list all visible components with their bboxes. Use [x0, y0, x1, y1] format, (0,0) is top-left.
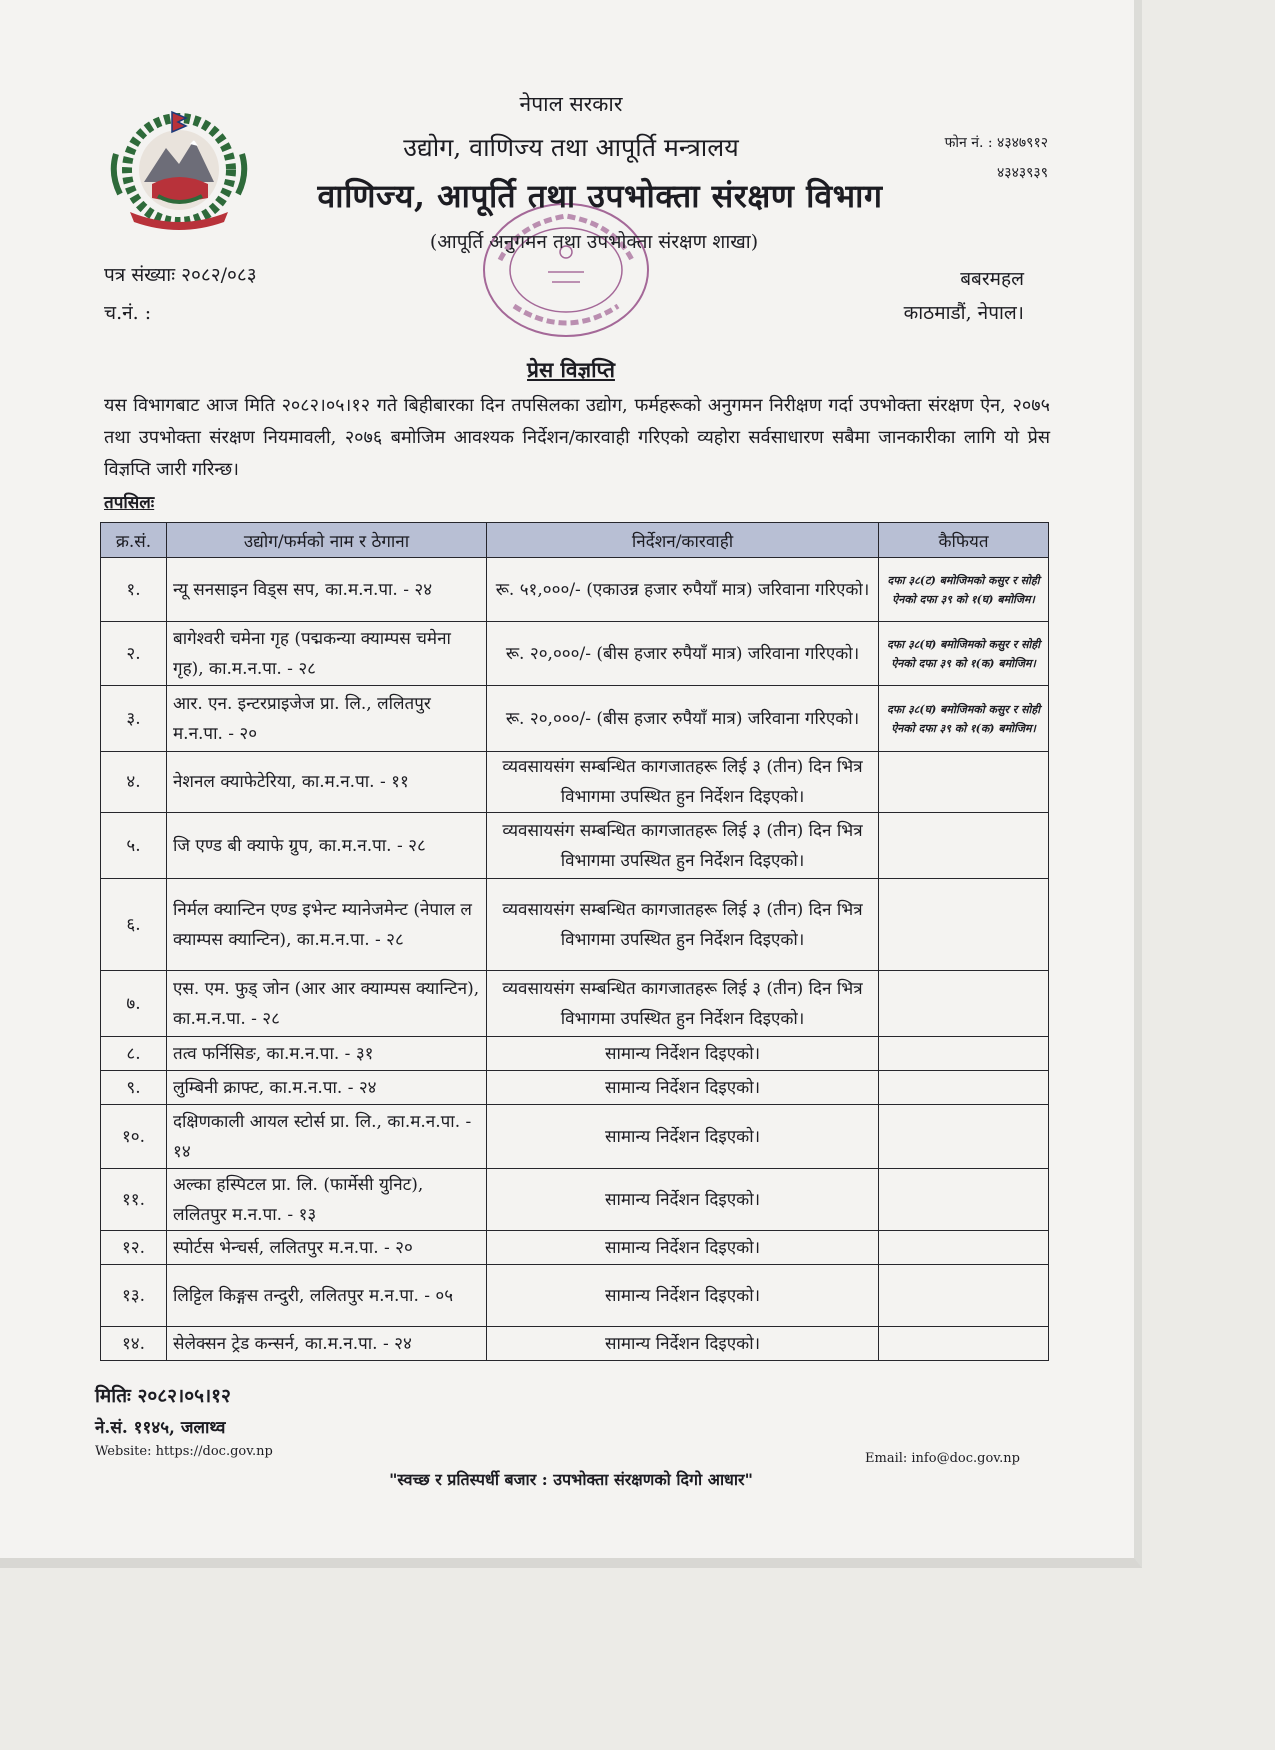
header-serial: क्र.सं.	[101, 523, 167, 558]
row-remark	[879, 1105, 1049, 1169]
row-remark	[879, 1265, 1049, 1327]
row-remark	[879, 1071, 1049, 1105]
row-action: रू. २०,०००/- (बीस हजार रुपैयाँ मात्र) जरिवाना गरिएको।	[487, 686, 879, 752]
department-name: वाणिज्य, आपूर्ति तथा उपभोक्ता संरक्षण विभाग	[317, 177, 883, 215]
inspection-table	[100, 522, 1049, 1361]
row-serial: ८.	[101, 1037, 167, 1071]
table-row	[101, 1169, 1049, 1231]
nepal-emblem-icon	[108, 104, 250, 238]
row-serial: ९.	[101, 1071, 167, 1105]
branch-name: (आपूर्ति अनुगमन तथा उपभोक्ता संरक्षण शाखा)	[429, 231, 759, 253]
row-action: सामान्य निर्देशन दिइएको।	[487, 1105, 879, 1169]
row-action: व्यवसायसंग सम्बन्धित कागजातहरू लिई ३ (तीन) दिन भित्र विभागमा उपस्थित हुन निर्देशन दिइएको।	[487, 752, 879, 813]
header-name: उद्योग/फर्मको नाम र ठेगाना	[167, 523, 487, 558]
table-row	[101, 1071, 1049, 1105]
schedule-label: तपसिलः	[104, 493, 155, 513]
department-stamp-icon	[478, 200, 654, 340]
issue-date: मितिः २०८२।०५।१२	[95, 1385, 231, 1407]
row-serial: १४.	[101, 1327, 167, 1361]
nepal-sambat-date: ने.सं. ११४५, जलाथ्व	[95, 1418, 226, 1438]
row-serial: ६.	[101, 879, 167, 971]
row-action: सामान्य निर्देशन दिइएको।	[487, 1265, 879, 1327]
row-firm-name: तत्व फर्निसिङ, का.म.न.पा. - ३१	[167, 1037, 487, 1071]
website-link[interactable]: Website: https://doc.gov.np	[95, 1444, 273, 1459]
table-row	[101, 558, 1049, 622]
table-row	[101, 622, 1049, 686]
ministry-name: उद्योग, वाणिज्य तथा आपूर्ति मन्त्रालय	[403, 133, 739, 162]
row-serial: १०.	[101, 1105, 167, 1169]
row-serial: १२.	[101, 1231, 167, 1265]
row-firm-name: सेलेक्सन ट्रेड कन्सर्न, का.म.न.पा. - २४	[167, 1327, 487, 1361]
row-action: सामान्य निर्देशन दिइएको।	[487, 1327, 879, 1361]
table-row	[101, 1231, 1049, 1265]
address-line-2: काठमाडौं, नेपाल।	[903, 302, 1024, 324]
row-remark: दफा ३८(घ) बमोजिमको कसुर र सोही ऐनको दफा ३९ को १(क) बमोजिम।	[879, 686, 1049, 752]
table-row	[101, 686, 1049, 752]
row-firm-name: बागेश्वरी चमेना गृह (पद्मकन्या क्याम्पस चमेना गृह), का.म.न.पा. - २८	[167, 622, 487, 686]
header-remark: कैफियत	[879, 523, 1049, 558]
row-firm-name: दक्षिणकाली आयल स्टोर्स प्रा. लि., का.म.न.पा. - १४	[167, 1105, 487, 1169]
slogan: "स्वच्छ र प्रतिस्पर्धी बजार : उपभोक्ता संरक्षणको दिगो आधार"	[389, 1470, 753, 1489]
row-serial: १३.	[101, 1265, 167, 1327]
row-remark	[879, 971, 1049, 1037]
header-action: निर्देशन/कारवाही	[487, 523, 879, 558]
row-firm-name: स्पोर्टस भेन्चर्स, ललितपुर म.न.पा. - २०	[167, 1231, 487, 1265]
intro-paragraph: यस विभागबाट आज मिति २०८२।०५।१२ गते बिहीबारका दिन तपसिलका उद्योग, फर्महरूको अनुगमन निरीक्षण गर्दा उपभोक्ता संरक्षण ऐन, २०७५ तथा उपभोक्ता संरक्षण नियमावली, २०७६ बमोजिम आवश्यक निर्देशन/कारवाही गरिएको व्यहोरा सर्वसाधारण सबैमा जानकारीका लागि यो प्रेस विज्ञप्ति जारी गरिन्छ।	[104, 395, 1050, 480]
row-action: व्यवसायसंग सम्बन्धित कागजातहरू लिई ३ (तीन) दिन भित्र विभागमा उपस्थित हुन निर्देशन दिइएको।	[487, 971, 879, 1037]
row-firm-name: अल्का हस्पिटल प्रा. लि. (फार्मेसी युनिट), ललितपुर म.न.पा. - १३	[167, 1169, 487, 1231]
row-action: सामान्य निर्देशन दिइएको।	[487, 1169, 879, 1231]
phone-number-2: ४३४३९३९	[997, 165, 1048, 181]
press-release-title-text: प्रेस विज्ञप्ति	[527, 357, 615, 382]
row-action: सामान्य निर्देशन दिइएको।	[487, 1037, 879, 1071]
email-link[interactable]: Email: info@doc.gov.np	[865, 1451, 1020, 1466]
row-action: व्यवसायसंग सम्बन्धित कागजातहरू लिई ३ (तीन) दिन भित्र विभागमा उपस्थित हुन निर्देशन दिइएको।	[487, 879, 879, 971]
row-action: सामान्य निर्देशन दिइएको।	[487, 1231, 879, 1265]
table-row	[101, 1105, 1049, 1169]
row-serial: २.	[101, 622, 167, 686]
row-action: रू. ५१,०००/- (एकाउन्न हजार रुपैयाँ मात्र) जरिवाना गरिएको।	[487, 558, 879, 622]
row-firm-name: लुम्बिनी क्राफ्ट, का.म.न.पा. - २४	[167, 1071, 487, 1105]
row-serial: ५.	[101, 813, 167, 879]
address-line-1: बबरमहल	[960, 268, 1024, 290]
table-row	[101, 752, 1049, 813]
row-action: रू. २०,०००/- (बीस हजार रुपैयाँ मात्र) जरिवाना गरिएको।	[487, 622, 879, 686]
row-serial: ७.	[101, 971, 167, 1037]
row-firm-name: निर्मल क्यान्टिन एण्ड इभेन्ट म्यानेजमेन्ट (नेपाल ल क्याम्पस क्यान्टिन), का.म.न.पा. - २८	[167, 879, 487, 971]
row-serial: ३.	[101, 686, 167, 752]
row-firm-name: आर. एन. इन्टरप्राइजेज प्रा. लि., ललितपुर म.न.पा. - २०	[167, 686, 487, 752]
row-firm-name: न्यू सनसाइन विड्स सप, का.म.न.पा. - २४	[167, 558, 487, 622]
table-row	[101, 813, 1049, 879]
table-row	[101, 1327, 1049, 1361]
table-row	[101, 971, 1049, 1037]
row-firm-name: नेशनल क्याफेटेरिया, का.म.न.पा. - ११	[167, 752, 487, 813]
row-firm-name: जि एण्ड बी क्याफे ग्रुप, का.म.न.पा. - २८	[167, 813, 487, 879]
government-name: नेपाल सरकार	[519, 92, 623, 116]
press-release-title	[0, 356, 1142, 384]
table-row	[101, 1037, 1049, 1071]
row-remark	[879, 813, 1049, 879]
row-remark	[879, 879, 1049, 971]
row-remark	[879, 1327, 1049, 1361]
table-row	[101, 879, 1049, 971]
phone-number-1: फोन नं. : ४३४७९१२	[944, 135, 1048, 151]
letter-number: पत्र संख्याः २०८२/०८३	[104, 264, 257, 286]
phone-block	[945, 128, 1048, 188]
table-row	[101, 1265, 1049, 1327]
row-remark	[879, 1231, 1049, 1265]
row-serial: १.	[101, 558, 167, 622]
dispatch-number: च.नं. :	[104, 302, 152, 324]
row-remark	[879, 1169, 1049, 1231]
row-serial: ११.	[101, 1169, 167, 1231]
row-firm-name: लिट्टिल किङ्गस तन्दुरी, ललितपुर म.न.पा. - ०५	[167, 1265, 487, 1327]
table-header-row	[101, 523, 1049, 558]
row-serial: ४.	[101, 752, 167, 813]
table-body	[101, 558, 1049, 1361]
row-remark	[879, 1037, 1049, 1071]
row-action: सामान्य निर्देशन दिइएको।	[487, 1071, 879, 1105]
row-remark: दफा ३८(ट) बमोजिमको कसुर र सोही ऐनको दफा ३९ को १(घ) बमोजिम।	[879, 558, 1049, 622]
row-remark	[879, 752, 1049, 813]
row-action: व्यवसायसंग सम्बन्धित कागजातहरू लिई ३ (तीन) दिन भित्र विभागमा उपस्थित हुन निर्देशन दिइएको।	[487, 813, 879, 879]
row-remark: दफा ३८(घ) बमोजिमको कसुर र सोही ऐनको दफा ३९ को १(क) बमोजिम।	[879, 622, 1049, 686]
address-block	[904, 262, 1024, 330]
reference-block	[104, 256, 257, 332]
row-firm-name: एस. एम. फुड् जोन (आर आर क्याम्पस क्यान्टिन), का.म.न.पा. - २८	[167, 971, 487, 1037]
